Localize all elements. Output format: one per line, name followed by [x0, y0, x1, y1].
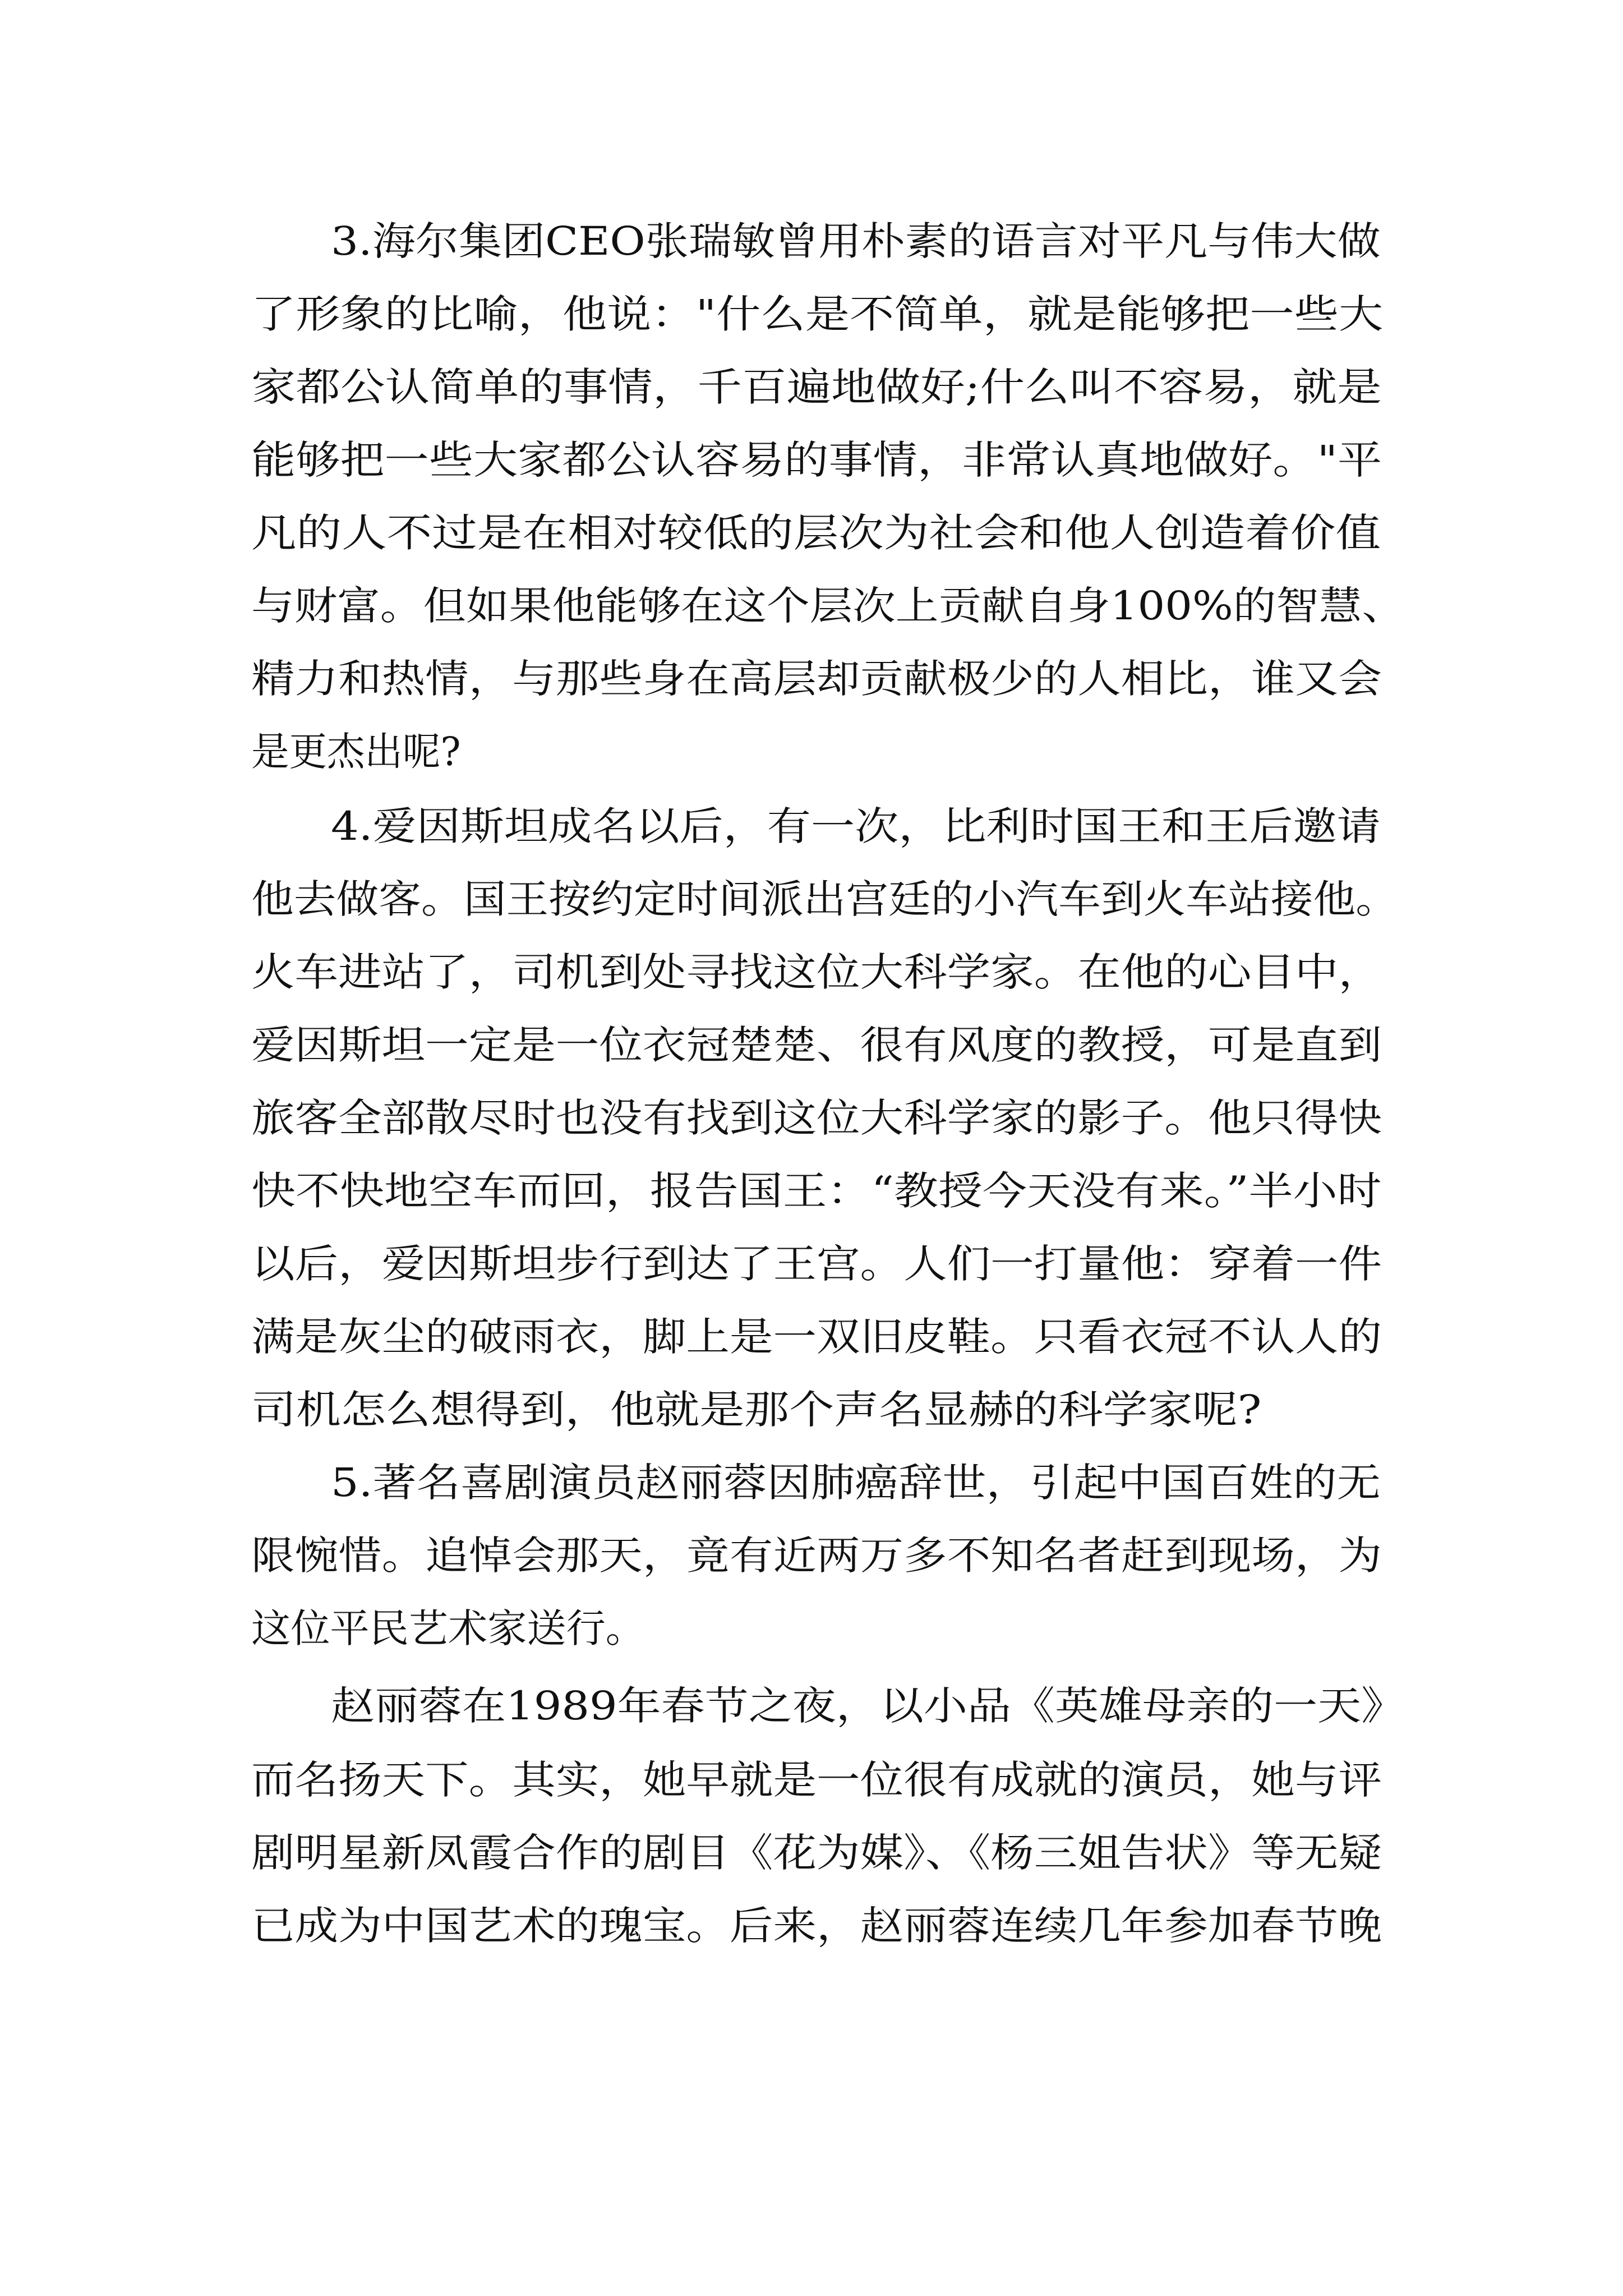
paragraph-3-line-6: 与财富。但如果他能够在这个层次上贡献自身100%的智慧、 — [251, 583, 1405, 629]
paragraph-3-line-4: 能够把一些大家都公认容易的事情，非常认真地做好。"平 — [251, 437, 1382, 483]
paragraph-4-line-8: 满是灰尘的破雨衣，脚上是一双旧皮鞋。只看衣冠不认人的 — [251, 1314, 1382, 1360]
paragraph-4-line-1: 4.爱因斯坦成名以后，有一次，比利时国王和王后邀请 — [331, 803, 1381, 849]
paragraph-4-line-9: 司机怎么想得到，他就是那个声名显赫的科学家呢? — [251, 1387, 1262, 1433]
paragraph-4-line-7: 以后，爱因斯坦步行到达了王宫。人们一打量他：穿着一件 — [251, 1241, 1382, 1287]
paragraph-4-line-6: 快不快地空车而回，报告国王：“教授今天没有来。”半小时 — [251, 1168, 1382, 1214]
paragraph-6-line-4: 已成为中国艺术的瑰宝。后来，赵丽蓉连续几年参加春节晚 — [251, 1903, 1382, 1949]
paragraph-3-line-7: 精力和热情，与那些身在高层却贡献极少的人相比，谁又会 — [251, 656, 1382, 702]
paragraph-4-line-3: 火车进站了，司机到处寻找这位大科学家。在他的心目中， — [251, 949, 1382, 995]
paragraph-3-line-8: 是更杰出呢? — [251, 729, 461, 775]
paragraph-4-line-5: 旅客全部散尽时也没有找到这位大科学家的影子。他只得快 — [251, 1095, 1382, 1141]
paragraph-4-line-2: 他去做客。国王按约定时间派出宫廷的小汽车到火车站接他。 — [251, 876, 1398, 922]
paragraph-4-line-4: 爱因斯坦一定是一位衣冠楚楚、很有风度的教授，可是直到 — [251, 1022, 1382, 1068]
paragraph-5-line-1: 5.著名喜剧演员赵丽蓉因肺癌辞世，引起中国百姓的无 — [331, 1460, 1381, 1506]
paragraph-6-line-2: 而名扬天下。其实，她早就是一位很有成就的演员，她与评 — [251, 1757, 1382, 1803]
paragraph-3-line-1: 3.海尔集团CEO张瑞敏曾用朴素的语言对平凡与伟大做 — [331, 218, 1381, 264]
paragraph-3-line-5: 凡的人不过是在相对较低的层次为社会和他人创造着价值 — [251, 510, 1381, 556]
paragraph-5-line-3: 这位平民艺术家送行。 — [251, 1605, 645, 1651]
paragraph-6-line-1: 赵丽蓉在1989年春节之夜，以小品《英雄母亲的一天》 — [331, 1683, 1405, 1729]
paragraph-5-line-2: 限惋惜。追悼会那天，竟有近两万多不知名者赶到现场，为 — [251, 1533, 1382, 1579]
paragraph-3-line-3: 家都公认简单的事情，千百遍地做好;什么叫不容易，就是 — [251, 364, 1382, 410]
paragraph-6-line-3: 剧明星新凤霞合作的剧目《花为媒》、《杨三姐告状》等无疑 — [251, 1830, 1382, 1876]
paragraph-3-line-2: 了形象的比喻，他说："什么是不简单，就是能够把一些大 — [251, 291, 1384, 337]
